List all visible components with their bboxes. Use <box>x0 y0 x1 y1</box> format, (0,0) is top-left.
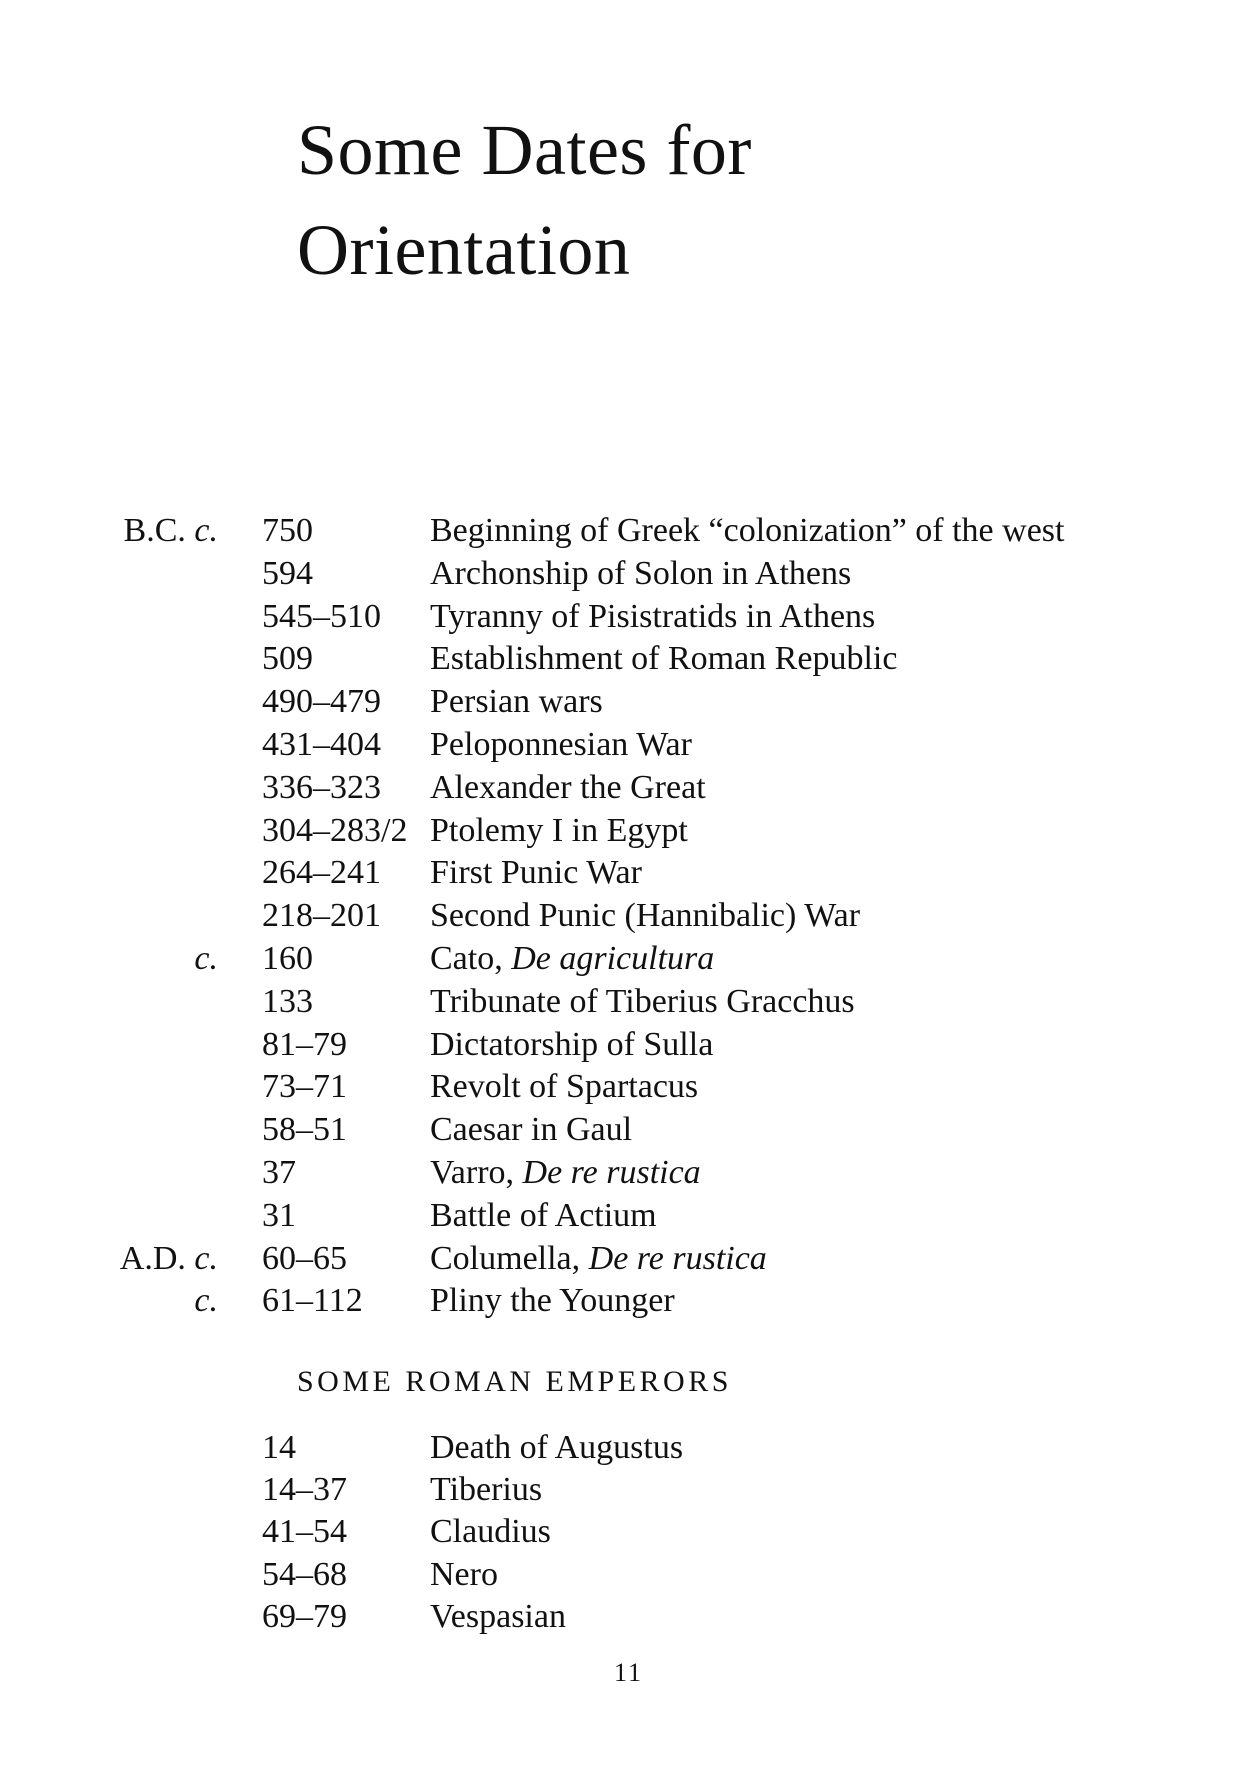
title-line-1: Some Dates for <box>297 110 752 190</box>
chronology-row <box>0 1238 1259 1281</box>
event-text: Alexander the Great <box>430 768 706 806</box>
event-text: Nero <box>430 1555 498 1593</box>
chronology-row <box>0 1152 1259 1195</box>
chronology-row <box>0 938 1259 981</box>
date-value: 750 <box>262 512 313 549</box>
era-label: c. <box>194 1282 218 1320</box>
event-text: Vespasian <box>430 1597 566 1635</box>
date-value: 218–201 <box>262 897 381 935</box>
date-value: 58–51 <box>262 1111 347 1149</box>
date-value: 545–510 <box>262 597 381 635</box>
date-value: 304–283/2 <box>262 811 408 849</box>
date-value: 31 <box>262 1196 296 1234</box>
event-text: Dictatorship of Sulla <box>430 1025 714 1063</box>
date-value: 490–479 <box>262 683 381 721</box>
chronology-row <box>0 553 1259 596</box>
chronology-row <box>0 852 1259 895</box>
era-label: A.D. c. <box>119 1239 218 1277</box>
chronology-table <box>0 510 1259 1323</box>
date-value: 41–54 <box>262 1513 347 1551</box>
event-text: Cato, De agricultura <box>430 939 715 977</box>
date-value: 264–241 <box>262 854 381 892</box>
event-text: Peloponnesian War <box>430 725 692 763</box>
date-value: 37 <box>262 1153 296 1191</box>
event-text: Tyranny of Pisistratids in Athens <box>430 597 876 635</box>
page-title <box>297 100 752 300</box>
page-number: 11 <box>614 1658 644 1687</box>
emperor-row <box>0 1511 1259 1553</box>
era-label: B.C. c. <box>123 512 218 549</box>
event-text: Second Punic (Hannibalic) War <box>430 897 861 935</box>
chronology-row <box>0 1280 1259 1323</box>
date-value: 509 <box>262 640 313 678</box>
date-value: 69–79 <box>262 1597 347 1635</box>
emperor-row <box>0 1554 1259 1596</box>
emperors-table <box>0 1427 1259 1638</box>
chronology-row <box>0 981 1259 1024</box>
chronology-row <box>0 510 1259 553</box>
date-value: 73–71 <box>262 1068 347 1106</box>
date-value: 14 <box>262 1429 296 1466</box>
event-text: Varro, De re rustica <box>430 1153 701 1191</box>
emperor-row <box>0 1427 1259 1469</box>
chronology-row <box>0 767 1259 810</box>
date-value: 594 <box>262 554 313 592</box>
chronology-row <box>0 724 1259 767</box>
event-text: Tribunate of Tiberius Gracchus <box>430 982 855 1020</box>
chronology-row <box>0 895 1259 938</box>
date-value: 160 <box>262 939 313 977</box>
chronology-row <box>0 681 1259 724</box>
date-value: 61–112 <box>262 1282 363 1320</box>
date-value: 54–68 <box>262 1555 347 1593</box>
chronology-row <box>0 1066 1259 1109</box>
event-text: Columella, De re rustica <box>430 1239 767 1277</box>
event-text: Caesar in Gaul <box>430 1111 633 1149</box>
event-text: Battle of Actium <box>430 1196 657 1234</box>
chronology-row <box>0 1024 1259 1067</box>
date-value: 14–37 <box>262 1471 347 1509</box>
chronology-row <box>0 810 1259 853</box>
date-value: 81–79 <box>262 1025 347 1063</box>
event-text: Establishment of Roman Republic <box>430 640 898 678</box>
era-label: c. <box>194 939 218 977</box>
emperors-heading: SOME ROMAN EMPERORS <box>297 1365 732 1398</box>
event-text: Beginning of Greek “colonization” of the west <box>430 512 1065 549</box>
event-text: Persian wars <box>430 683 603 721</box>
chronology-row <box>0 1109 1259 1152</box>
chronology-row <box>0 1195 1259 1238</box>
event-text: Tiberius <box>430 1471 543 1509</box>
emperor-row <box>0 1596 1259 1638</box>
event-text: Claudius <box>430 1513 551 1551</box>
event-text: Revolt of Spartacus <box>430 1068 699 1106</box>
event-text: Death of Augustus <box>430 1429 684 1466</box>
event-text: Ptolemy I in Egypt <box>430 811 688 849</box>
chronology-row <box>0 638 1259 681</box>
emperor-row <box>0 1469 1259 1511</box>
event-text: Archonship of Solon in Athens <box>430 554 852 592</box>
date-value: 336–323 <box>262 768 381 806</box>
date-value: 133 <box>262 982 313 1020</box>
event-text: Pliny the Younger <box>430 1282 675 1320</box>
date-value: 60–65 <box>262 1239 347 1277</box>
title-line-2: Orientation <box>297 210 631 290</box>
event-text: First Punic War <box>430 854 642 892</box>
chronology-row <box>0 596 1259 639</box>
date-value: 431–404 <box>262 725 381 763</box>
